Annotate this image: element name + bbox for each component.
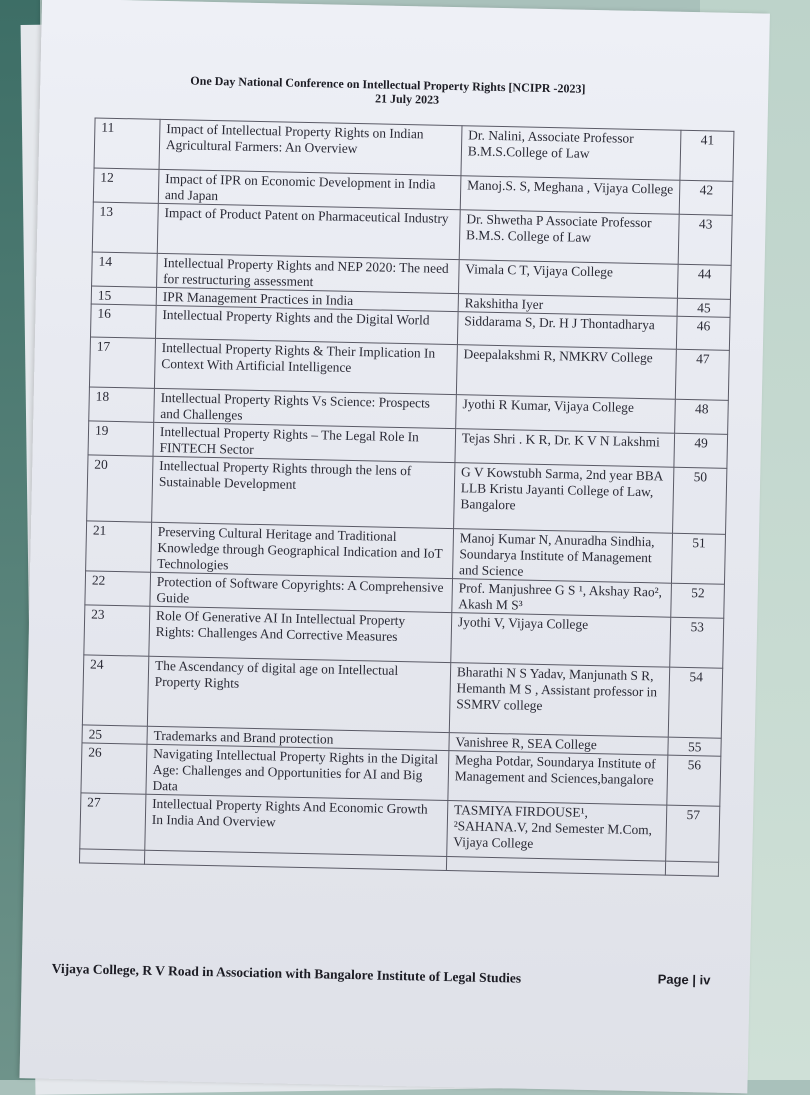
paper-authors: G V Kowstubh Sarma, 2nd year BBA LLB Kristu Jayanti College of Law, Bangalore bbox=[453, 463, 674, 534]
row-number: 25 bbox=[82, 725, 147, 744]
page-ref: 41 bbox=[680, 130, 734, 181]
row-number: 21 bbox=[86, 521, 152, 572]
conference-title: One Day National Conference on Intellectual Property Rights [NCIPR -2023] bbox=[190, 73, 586, 96]
paper-title: Impact of Product Patent on Pharmaceutical Industry bbox=[157, 203, 460, 259]
paper-authors: Jyothi V, Vijaya College bbox=[451, 613, 672, 668]
table-row bbox=[82, 655, 722, 738]
page-ref: 53 bbox=[670, 617, 724, 668]
paper-title: Intellectual Property Rights and NEP 2020: The need for restructuring assessment bbox=[156, 253, 459, 293]
page-ref: 56 bbox=[667, 755, 721, 806]
paper-authors: Prof. Manjushree G S ¹, Akshay Rao², Akash M S³ bbox=[452, 579, 672, 618]
paper-authors: Siddarama S, Dr. H J Thontadharya bbox=[457, 312, 677, 350]
paper-title: Intellectual Property Rights – The Legal Role In FINTECH Sector bbox=[153, 422, 456, 462]
page-ref: 47 bbox=[676, 349, 730, 400]
page-ref: 50 bbox=[673, 467, 727, 534]
row-number: 14 bbox=[92, 252, 158, 287]
paper-authors: Dr. Shwetha P Associate Professor B.M.S. College of Law bbox=[459, 210, 680, 265]
row-number: 23 bbox=[84, 605, 150, 656]
row-number: 18 bbox=[89, 387, 155, 422]
page-ref: 43 bbox=[679, 214, 733, 265]
row-number: 12 bbox=[93, 168, 159, 203]
row-number: 15 bbox=[91, 286, 156, 305]
row-number: 11 bbox=[94, 118, 160, 169]
page-ref: 54 bbox=[669, 667, 723, 738]
paper-title: Intellectual Property Rights through the lens of Sustainable Development bbox=[152, 456, 455, 528]
row-number bbox=[79, 849, 144, 864]
paper-title: Impact of Intellectual Property Rights on Indian Agricultural Farmers: An Overview bbox=[159, 119, 462, 175]
contents-table bbox=[79, 118, 734, 877]
paper-authors: Megha Potdar, Soundarya Institute of Management and Sciences,bangalore bbox=[448, 751, 669, 806]
row-number: 22 bbox=[85, 571, 151, 606]
paper-title: Preserving Cultural Heritage and Traditional Knowledge through Geographical Indication and IoT Technologies bbox=[151, 522, 454, 578]
paper-title: IPR Management Practices in India bbox=[156, 287, 458, 311]
paper-authors: Vimala C T, Vijaya College bbox=[458, 260, 678, 299]
row-number: 19 bbox=[88, 421, 154, 456]
page-ref: 44 bbox=[678, 264, 731, 299]
page-ref: 46 bbox=[677, 316, 730, 350]
row-number: 13 bbox=[92, 202, 158, 253]
page-ref: 49 bbox=[674, 433, 727, 468]
paper-authors: Jyothi R Kumar, Vijaya College bbox=[456, 395, 676, 434]
paper-authors: Vanishree R, SEA College bbox=[449, 733, 669, 756]
paper-authors: Tejas Shri . K R, Dr. K V N Lakshmi bbox=[455, 429, 675, 468]
paper-title: Intellectual Property Rights Vs Science: Prospects and Challenges bbox=[154, 388, 457, 428]
paper-authors: Rakshitha Iyer bbox=[458, 294, 678, 317]
page-ref: 45 bbox=[677, 298, 730, 317]
paper-title: Impact of IPR on Economic Development in India and Japan bbox=[158, 169, 461, 209]
row-number: 26 bbox=[81, 743, 147, 794]
paper-authors: Dr. Nalini, Associate Professor B.M.S.College of Law bbox=[461, 126, 682, 181]
page-ref bbox=[666, 861, 719, 876]
paper-authors: Bharathi N S Yadav, Manjunath S R, Hemanth M S , Assistant professor in SSMRV college bbox=[449, 663, 670, 738]
page-ref: 48 bbox=[675, 399, 728, 434]
row-number: 17 bbox=[89, 337, 155, 388]
paper-title: Trademarks and Brand protection bbox=[147, 726, 449, 750]
paper-authors: TASMIYA FIRDOUSE¹, ²SAHANA.V, 2nd Semester M.Com, Vijaya College bbox=[447, 801, 668, 862]
paper-title: Intellectual Property Rights And Economic Growth In India And Overview bbox=[145, 794, 448, 856]
page-number: Page | iv bbox=[657, 971, 711, 988]
paper-title: Intellectual Property Rights and the Digital World bbox=[155, 305, 458, 344]
paper-authors: Manoj.S. S, Meghana , Vijaya College bbox=[460, 176, 680, 215]
row-number: 16 bbox=[90, 304, 156, 338]
row-number: 24 bbox=[82, 655, 148, 726]
page-ref: 42 bbox=[680, 180, 733, 215]
paper-title: The Ascendancy of digital age on Intellectual Property Rights bbox=[147, 656, 450, 732]
page-ref: 51 bbox=[672, 533, 726, 584]
page-ref: 57 bbox=[666, 805, 720, 862]
footer-text: Vijaya College, R V Road in Association with Bangalore Institute of Legal Studies bbox=[51, 960, 522, 986]
paper-title: Navigating Intellectual Property Rights in the Digital Age: Challenges and Opportunities for AI and Big Data bbox=[146, 744, 449, 800]
paper-authors: Manoj Kumar N, Anuradha Sindhia, Soundarya Institute of Management and Science bbox=[452, 529, 673, 584]
row-number: 27 bbox=[80, 793, 146, 850]
paper-title: Protection of Software Copyrights: A Comprehensive Guide bbox=[150, 572, 453, 612]
paper-title: Intellectual Property Rights & Their Implication In Context With Artificial Intelligence bbox=[154, 338, 457, 394]
paper-authors: Deepalakshmi R, NMKRV College bbox=[456, 345, 677, 400]
document-page bbox=[19, 0, 769, 1093]
page-ref: 52 bbox=[671, 583, 724, 618]
page-ref: 55 bbox=[668, 737, 721, 756]
row-number: 20 bbox=[87, 455, 153, 522]
paper-title: Role Of Generative AI In Intellectual Property Rights: Challenges And Corrective Measures bbox=[149, 606, 452, 662]
conference-date: 21 July 2023 bbox=[374, 91, 440, 107]
